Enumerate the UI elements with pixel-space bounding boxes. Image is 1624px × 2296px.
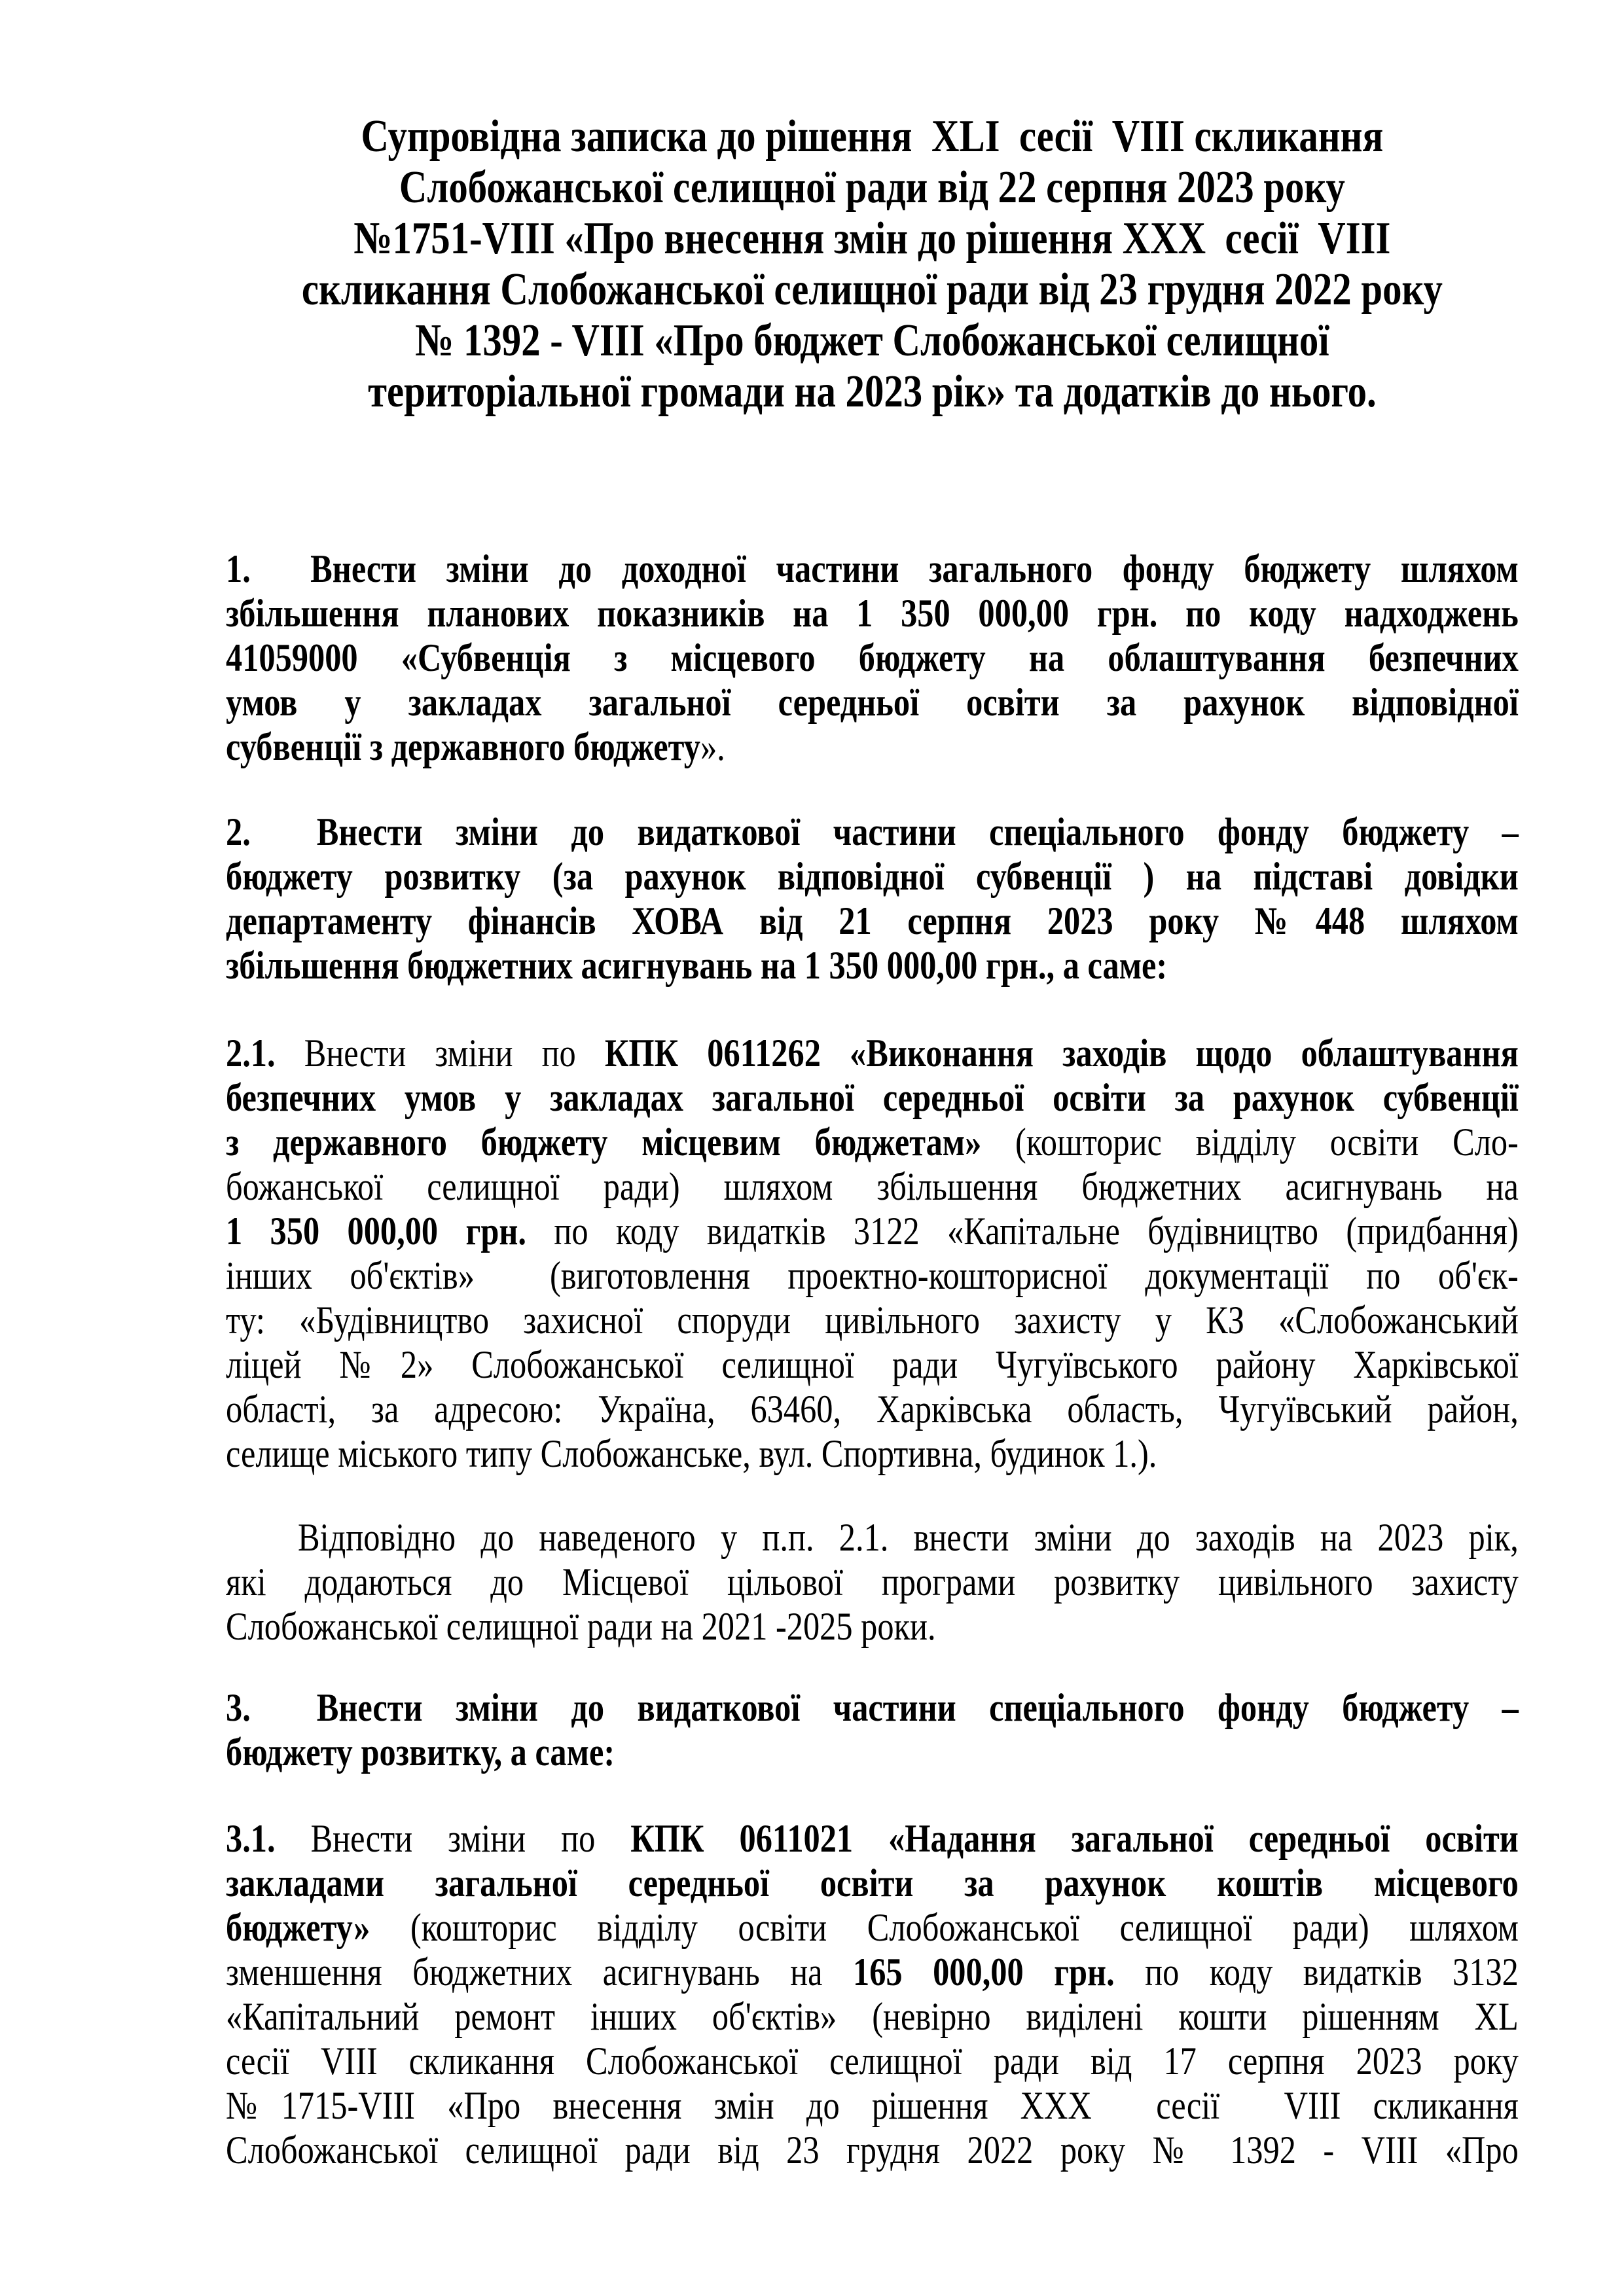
text-line: [226, 1342, 1519, 1387]
text-line: [226, 899, 1519, 943]
bold-text-run: 2.1.: [226, 1031, 276, 1075]
bold-text-run: бюджету»: [226, 1906, 370, 1949]
text-line: [226, 2083, 1519, 2128]
text-run: ту: «Будівництво захисної споруди цивільного захисту у КЗ «Слобожанський: [226, 1299, 1519, 1342]
text-run: ліцей №2» Слобожанської селищної ради Чугуївського району Харківської: [226, 1343, 1519, 1386]
bold-text-run: бюджету розвитку (за рахунок відповідної субвенції ) на підставі довідки: [226, 855, 1519, 898]
text-line: [226, 1730, 1519, 1774]
text-line: [226, 2039, 1519, 2083]
document-content: [226, 111, 1519, 2172]
text-line: [226, 1905, 1519, 1950]
text-line: [226, 943, 1519, 988]
text-line: [226, 636, 1519, 680]
bold-text-run: 1. Внести зміни до доходної частини загального фонду бюджету шляхом: [226, 547, 1519, 590]
text-line: [226, 725, 1519, 769]
text-run: Внести зміни по: [275, 1031, 605, 1075]
text-run: Слобожанської селищної ради на 2021 -2025 роки.: [226, 1605, 936, 1648]
paragraph-2: [226, 810, 1519, 988]
text-line: [226, 2128, 1519, 2172]
text-line: [226, 810, 1519, 854]
text-run: ».: [700, 725, 725, 768]
text-run: №1715-VIII «Про внесення змін до рішення XXX сесії VIII скликання: [226, 2084, 1519, 2127]
text-run: по коду видатків 3122 «Капітальне будівництво (придбання): [526, 1210, 1519, 1253]
text-run: області, за адресою: Україна, 63460, Харківська область, Чугуївський район,: [226, 1388, 1519, 1431]
bold-text-run: бюджету розвитку, а саме:: [226, 1731, 615, 1774]
text-line: [226, 1253, 1519, 1298]
text-run: Відповідно до наведеного у п.п. 2.1. внести зміни до заходів на 2023 рік,: [298, 1516, 1519, 1559]
text-line: [226, 1604, 1519, 1649]
paragraph-2-1: [226, 1031, 1519, 1476]
text-run: сесії VIII скликання Слобожанської селищної ради від 17 серпня 2023 року: [226, 2039, 1519, 2083]
text-run: божанської селищної ради) шляхом збільшення бюджетних асигнувань на: [226, 1165, 1519, 1208]
text-run: по коду видатків 3132: [1114, 1950, 1519, 1994]
text-run: Слобожанської селищної ради від 23 грудня 2022 року № 1392 - VIII «Про: [226, 2128, 1519, 2172]
bold-text-run: 3. Внести зміни до видаткової частини спеціального фонду бюджету –: [226, 1686, 1519, 1729]
paragraph-3: [226, 1685, 1519, 1774]
bold-text-run: КПК 0611262 «Виконання заходів щодо облаштування: [604, 1031, 1519, 1075]
text-line: [226, 1560, 1519, 1604]
bold-text-run: 1 350 000,00 грн.: [226, 1210, 527, 1253]
paragraph-3-1: [226, 1816, 1519, 2172]
document-body: [226, 547, 1519, 2172]
text-line: [226, 1861, 1519, 1905]
text-line: [226, 1387, 1519, 1431]
bold-text-run: умов у закладах загальної середньої освіти за рахунок відповідної: [226, 681, 1519, 724]
text-line: [226, 1515, 1519, 1560]
text-line: [226, 1685, 1519, 1730]
text-line: [226, 1031, 1519, 1075]
text-run: зменшення бюджетних асигнувань на: [226, 1950, 854, 1994]
paragraph-note: [226, 1515, 1519, 1649]
text-line: [226, 1209, 1519, 1253]
title-line: № 1392 - VIII «Про бюджет Слобожанської селищної: [415, 315, 1329, 366]
text-line: [226, 1950, 1519, 1994]
bold-text-run: 2. Внести зміни до видаткової частини спеціального фонду бюджету –: [226, 810, 1519, 853]
bold-text-run: департаменту фінансів ХОВА від 21 серпня 2023 року №448 шляхом: [226, 899, 1519, 942]
text-line: [226, 1298, 1519, 1342]
text-line: [226, 1164, 1519, 1209]
bold-text-run: закладами загальної середньої освіти за рахунок коштів місцевого: [226, 1861, 1519, 1905]
text-run: «Капітальний ремонт інших об'єктів» (невірно виділені кошти рішенням XL: [226, 1995, 1519, 2038]
title-line: №1751-VIII «Про внесення змін до рішення XXX сесії VIII: [353, 213, 1391, 264]
text-run: Внести зміни по: [275, 1817, 631, 1860]
text-line: [226, 1816, 1519, 1861]
text-line: [226, 547, 1519, 591]
text-line: [226, 854, 1519, 899]
bold-text-run: безпечних умов у закладах загальної середньої освіти за рахунок субвенції: [226, 1076, 1519, 1119]
title-line: територіальної громади на 2023 рік» та додатків до нього.: [368, 367, 1377, 417]
title-line: скликання Слобожанської селищної ради від 23 грудня 2022 року: [301, 264, 1443, 315]
bold-text-run: 3.1.: [226, 1817, 276, 1860]
text-line: [226, 1120, 1519, 1164]
bold-text-run: збільшення бюджетних асигнувань на 1 350 000,00 грн., а саме:: [226, 944, 1168, 987]
text-line: [226, 591, 1519, 636]
text-run: селище міського типу Слобожанське, вул. Спортивна, будинок 1.).: [226, 1432, 1157, 1475]
paragraph-1: [226, 547, 1519, 769]
text-run: які додаються до Місцевої цільової програми розвитку цивільного захисту: [226, 1560, 1519, 1604]
bold-text-run: збільшення планових показників на 1 350 000,00 грн. по коду надходжень: [226, 592, 1519, 635]
text-line: [226, 680, 1519, 725]
title-block: [226, 111, 1519, 418]
text-run: (кошторис відділу освіти Слобожанської селищної ради) шляхом: [370, 1906, 1519, 1949]
bold-text-run: 41059000 «Субвенція з місцевого бюджету на облаштування безпечних: [226, 636, 1519, 679]
bold-text-run: 165 000,00 грн.: [853, 1950, 1115, 1994]
text-run: (кошторис відділу освіти Сло-: [981, 1121, 1519, 1164]
title-line: Слобожанської селищної ради від 22 серпня 2023 року: [399, 162, 1345, 213]
text-run: інших об'єктів» (виготовлення проектно-кошторисної документації по об'єк-: [226, 1254, 1519, 1297]
bold-text-run: субвенції з державного бюджету: [226, 725, 700, 768]
title-line: Супровідна записка до рішення XLI сесії VIII скликання: [361, 111, 1384, 162]
text-line: [226, 1075, 1519, 1120]
bold-text-run: КПК 0611021 «Надання загальної середньої освіти: [630, 1817, 1519, 1860]
text-line: [226, 1994, 1519, 2039]
text-line: [226, 1431, 1519, 1476]
bold-text-run: з державного бюджету місцевим бюджетам»: [226, 1121, 982, 1164]
